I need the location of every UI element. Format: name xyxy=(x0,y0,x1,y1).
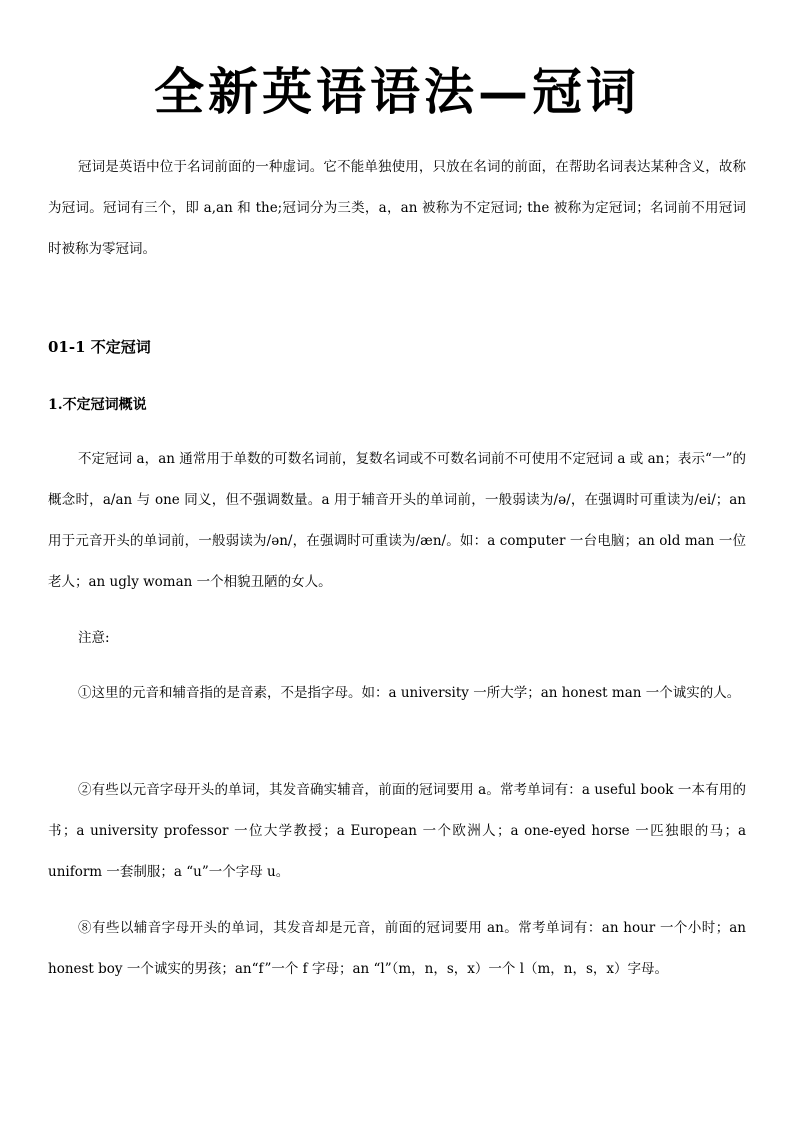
note-3-paragraph: ⑧有些以辅音字母开头的单词，其发音却是元音，前面的冠词要用 an。常考单词有：an hour 一个小时；an honest boy 一个诚实的男孩；an“f”一个 f 字母；an “l”（m，n，s，x）一个 l（m，n，s，x）字母。 xyxy=(48,920,746,977)
subheading: 1.不定冠词概说 xyxy=(48,397,147,413)
note-2-paragraph: ②有些以元音字母开头的单词，其发音确实辅音，前面的冠词要用 a。常考单词有：a useful book 一本有用的书；a university professor 一位大学教授；a European 一个欧洲人；a one-eyed horse 一匹独眼的马；a uniform 一套制服；a “u”一个字母 u。 xyxy=(48,782,746,880)
note-label: 注意: xyxy=(78,630,110,646)
article-overview-paragraph: 不定冠词 a，an 通常用于单数的可数名词前，复数名词或不可数名词前不可使用不定冠词 a 或 an；表示“一”的概念时，a/an 与 one 同义，但不强调数量。a 用于辅音开头的单词前，一般弱读为/ə/，在强调时可重读为/ei/；an 用于元音开头的单词前，一般弱读为/ən/，在强调时可重读为/æn/。如：a computer 一台电脑；an old man 一位老人；an ugly woman 一个相貌丑陋的女人。 xyxy=(48,451,746,590)
note-1-paragraph: ①这里的元音和辅音指的是音素，不是指字母。如：a university 一所大学；an honest man 一个诚实的人。 xyxy=(78,685,741,701)
document-title: 全新英语语法—冠词 xyxy=(154,62,640,121)
intro-paragraph: 冠词是英语中位于名词前面的一种虚词。它不能单独使用，只放在名词的前面，在帮助名词表达某种含义，故称为冠词。冠词有三个，即 a,an 和 the;冠词分为三类，a，an 被称为不定冠词; the 被称为定冠词；名词前不用冠词时被称为零冠词。 xyxy=(48,159,746,257)
section-heading: 01-1 不定冠词 xyxy=(48,338,151,356)
